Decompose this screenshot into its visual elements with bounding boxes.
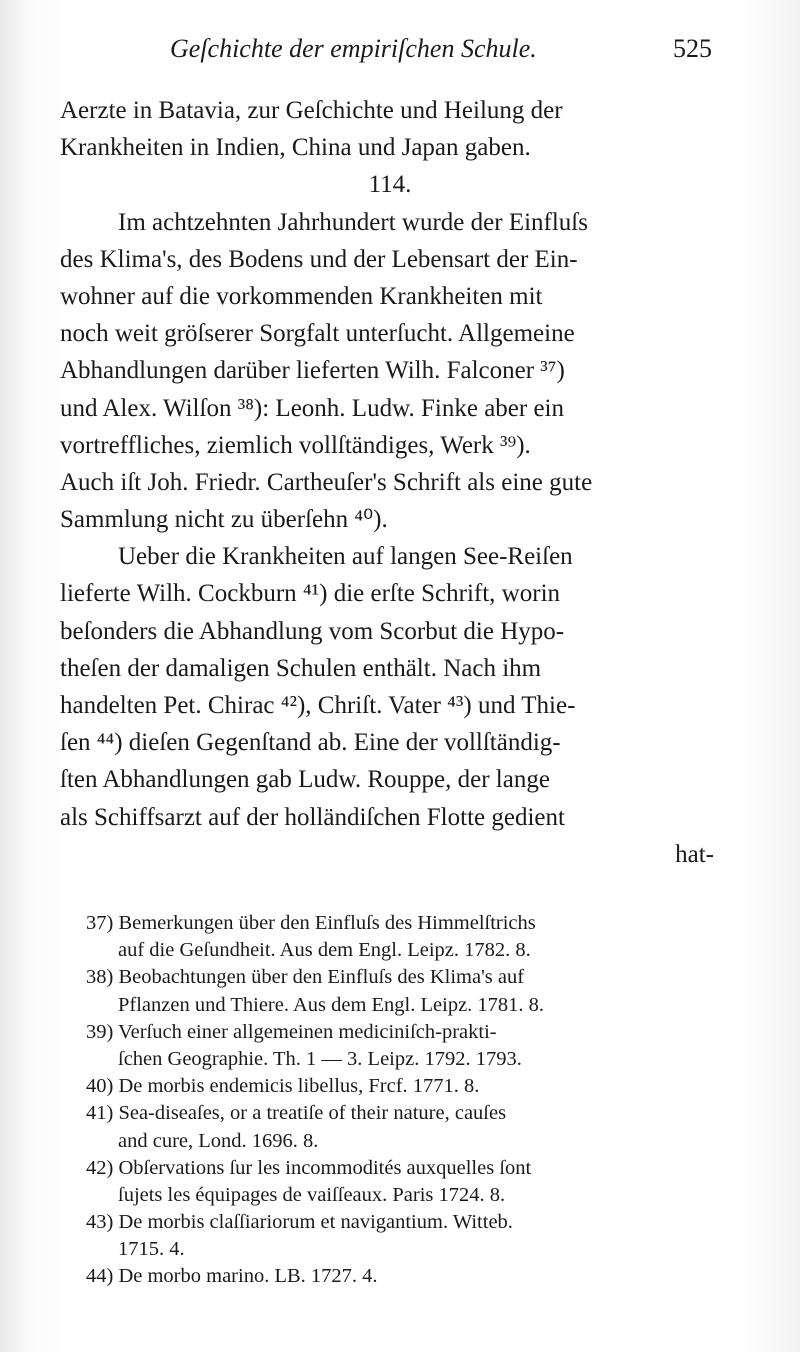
page-header — [160, 34, 720, 74]
footnote-line: 37) Bemerkungen über den Einfluſs des Himmelſtrichs — [86, 912, 536, 934]
footnote-line: 41) Sea-diseaſes, or a treatiſe of their nature, cauſes — [86, 1102, 507, 1125]
text-line: noch weit gröſserer Sorgfalt unterſucht. Allgemeine — [60, 320, 575, 348]
text-line: Ueber die Krankheiten auf langen See-Reiſen — [118, 543, 573, 571]
text-line: des Klima's, des Bodens und der Lebensart der Ein- — [60, 245, 578, 273]
main-text — [60, 92, 720, 873]
text-line: handelten Pet. Chirac ⁴²), Chriſt. Vater ⁴³) und Thie- — [60, 692, 576, 719]
text-line: und Alex. Wilſon ³⁸): Leonh. Ludw. Finke aber ein — [60, 394, 565, 422]
text-line: als Schiffsarzt auf der holländiſchen Flotte gedient — [60, 803, 565, 831]
text-line: wohner auf die vorkommenden Krankheiten mit — [60, 282, 543, 310]
footnote-line: 39) Verſuch einer allgemeinen mediciniſch-prakti- — [86, 1020, 497, 1043]
footnote-line: Pflanzen und Thiere. Aus dem Engl. Leipz. 1781. 8. — [118, 993, 545, 1016]
footnote-line: 1715. 4. — [118, 1238, 185, 1261]
text-line: hat- — [675, 840, 714, 868]
text-line: Auch iſt Joh. Friedr. Cartheuſer's Schrift als eine gute — [60, 468, 593, 496]
text-line: vortreffliches, ziemlich vollſtändiges, Werk ³⁹). — [60, 431, 531, 459]
text-line: Sammlung nicht zu überſehn ⁴⁰). — [60, 506, 388, 534]
running-title: Geſchichte der empiriſchen Schule. — [170, 34, 537, 63]
text-line: Aerzte in Batavia, zur Geſchichte und Heilung der — [60, 97, 563, 124]
text-line: Krankheiten in Indien, China und Japan gaben. — [60, 134, 531, 162]
text-line: Im achtzehnten Jahrhundert wurde der Einfluſs — [118, 208, 588, 236]
footnote-line: ſchen Geographie. Th. 1 — 3. Leipz. 1792. 1793. — [118, 1047, 522, 1070]
footnotes — [86, 910, 726, 1291]
footnote-line: auf die Geſundheit. Aus dem Engl. Leipz. 1782. 8. — [118, 939, 531, 962]
footnote-line: and cure, Lond. 1696. 8. — [118, 1129, 319, 1152]
text-line: lieferte Wilh. Cockburn ⁴¹) die erſte Schrift, worin — [60, 580, 561, 608]
footnote-line: 43) De morbis claſſiariorum et navigantium. Witteb. — [86, 1211, 513, 1234]
text-line: Abhandlungen darüber lieferten Wilh. Falconer ³⁷) — [60, 357, 565, 385]
text-line: beſonders die Abhandlung vom Scorbut die Hypo- — [60, 617, 565, 645]
page-number: 525 — [673, 34, 712, 63]
section-number: 114. — [368, 171, 412, 199]
text-line: ſen ⁴⁴) dieſen Gegenſtand ab. Eine der vollſtändig- — [60, 729, 561, 757]
footnote-line: 40) De morbis endemicis libellus, Frcf. 1771. 8. — [86, 1075, 480, 1098]
footnote-line: 42) Obſervations ſur les incommodités auxquelles ſont — [86, 1156, 532, 1179]
text-line: ſten Abhandlungen gab Ludw. Rouppe, der lange — [60, 766, 550, 794]
footnote-line: 44) De morbo marino. LB. 1727. 4. — [86, 1265, 378, 1288]
text-line: theſen der damaligen Schulen enthält. Nach ihm — [60, 654, 542, 682]
footnote-line: 38) Beobachtungen über den Einfluſs des Klima's auf — [86, 966, 525, 989]
footnote-line: ſujets les équipages de vaiſſeaux. Paris 1724. 8. — [118, 1183, 506, 1206]
